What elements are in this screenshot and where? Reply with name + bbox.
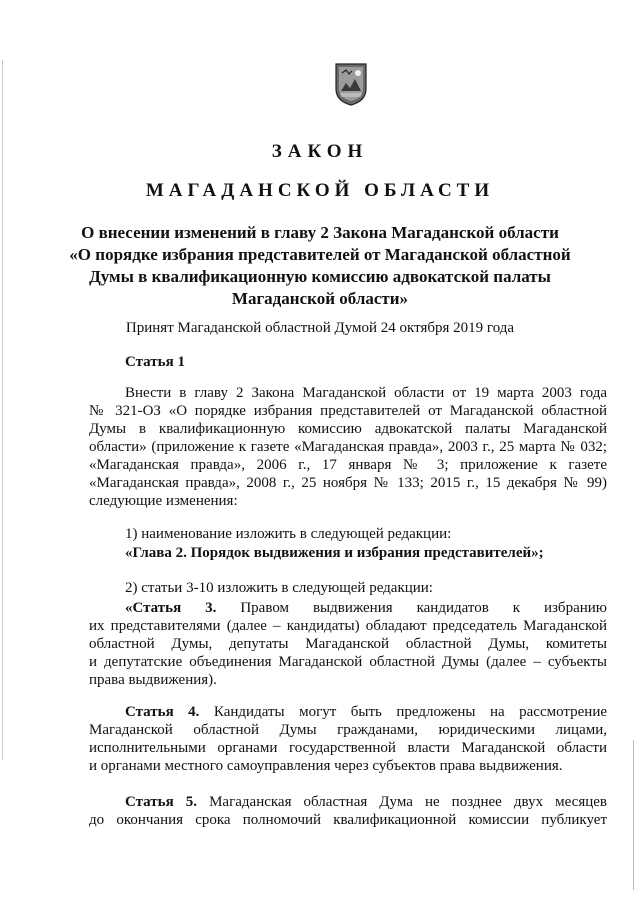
coat-of-arms-emblem (332, 61, 370, 107)
paragraph-line: области» (приложение к газете «Магаданская правда», 2003 г., 25 марта № 032; (89, 439, 607, 455)
article-4-first-line: Кандидаты могут быть предложены на рассмотрение (213, 704, 608, 720)
law-title (0, 222, 640, 310)
paragraph-line: Внести в главу 2 Закона Магаданской области от 19 марта 2003 года (125, 385, 607, 401)
article-4-text (89, 703, 607, 775)
paragraph-line: и органами местного самоуправления через субъектов права выдвижения. (89, 758, 563, 774)
quote-mark: « (125, 600, 133, 616)
paragraph-line (89, 599, 607, 617)
item-2: 2) статьи 3-10 изложить в следующей редакции: (125, 580, 433, 596)
paragraph-line: Магаданской областной Думы гражданами, юридическими лицами, (89, 722, 607, 738)
paragraph-line: № 321-ОЗ «О порядке избрания представителей от Магаданской областной (89, 403, 607, 419)
paragraph-line: их представителями (далее – кандидаты) обладают председатель Магаданской (89, 618, 607, 634)
region-heading: МАГАДАНСКОЙ ОБЛАСТИ (145, 180, 495, 201)
article-3-first-line: Правом выдвижения кандидатов к избранию (240, 600, 607, 616)
law-title-line: «О порядке избрания представителей от Магаданской областной (69, 245, 571, 264)
paragraph-line: до окончания срока полномочий квалификационной комиссии публикует (89, 812, 607, 828)
paragraph-line: областной Думы, депутаты Магаданской областной Думы, комитеты (89, 636, 607, 652)
item-1: 1) наименование изложить в следующей редакции: (125, 526, 452, 542)
law-heading: ЗАКОН (271, 141, 369, 162)
adoption-line: Принят Магаданской областной Думой 24 октября 2019 года (125, 320, 515, 336)
article-3-text (89, 599, 607, 689)
paragraph-line: «Магаданская правда», 2008 г., 25 ноября № 133; 2015 г., 15 декабря № 99) (89, 475, 607, 491)
paragraph-line (89, 703, 607, 721)
paragraph-line: исполнительными органами государственной власти Магаданской области (89, 740, 607, 756)
paragraph-line: и депутатские объединения Магаданской областной Думы (далее – субъекты (89, 654, 607, 670)
article-5-first-line: Магаданская областная Дума не позднее двух месяцев (209, 794, 608, 810)
article-1-heading: Статья 1 (125, 354, 185, 370)
article-1-intro (89, 384, 607, 510)
law-title-line: Думы в квалификационную комиссию адвокатской палаты (89, 267, 551, 286)
article-3-label: Статья 3. (132, 600, 217, 616)
article-4-label: Статья 4. (125, 704, 200, 720)
item-1-new-name: «Глава 2. Порядок выдвижения и избрания представителей»; (125, 545, 544, 561)
paragraph-line: «Магаданская правда», 2006 г., 17 января № 3; приложение к газете (89, 457, 607, 473)
law-title-line: Магаданской области» (231, 289, 409, 308)
paragraph-line (89, 793, 607, 811)
article-5-text (89, 793, 607, 829)
scan-edge-right (633, 740, 634, 890)
paragraph-line: следующие изменения: (89, 493, 238, 509)
article-5-label: Статья 5. (125, 794, 198, 810)
paragraph-line: права выдвижения). (89, 672, 217, 688)
paragraph-line: Думы в квалификационную комиссию адвокатской палаты Магаданской (89, 421, 607, 437)
scan-edge-left (2, 60, 3, 760)
law-title-line: О внесении изменений в главу 2 Закона Магаданской области (81, 223, 559, 242)
